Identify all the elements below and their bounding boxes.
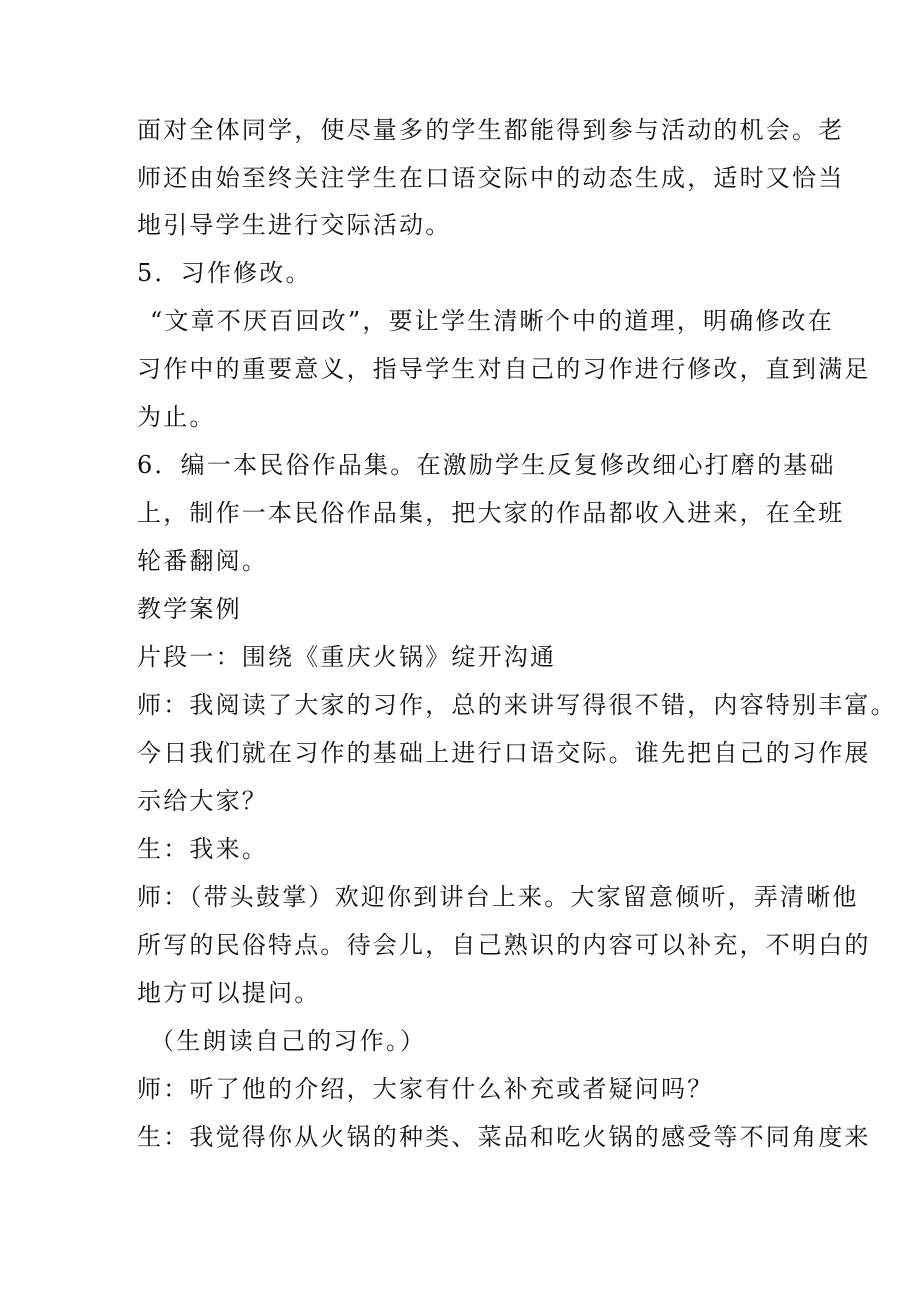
text-line: 上，制作一本民俗作品集，把大家的作品都收入进来，在全班 xyxy=(137,499,845,527)
text-line: 今日我们就在习作的基础上进行口语交际。谁先把自己的习作展 xyxy=(137,739,871,767)
section-heading: 6．编一本民俗作品集。在激励学生反复修改细心打磨的基础 xyxy=(137,451,836,479)
text-line: 为止。 xyxy=(137,403,216,431)
text-line: 所写的民俗特点。待会儿，自己熟识的内容可以补充，不明白的 xyxy=(137,931,871,959)
section-heading: 教学案例 xyxy=(137,595,242,623)
text-line: 生：我来。 xyxy=(137,835,268,863)
text-line: （生朗读自己的习作。） xyxy=(150,1027,427,1055)
text-line: 师：（带头鼓掌）欢迎你到讲台上来。大家留意倾听，弄清晰他 xyxy=(137,883,859,911)
text-line: 轮番翻阅。 xyxy=(137,547,268,575)
text-line: 片段一：围绕《重庆火锅》绽开沟通 xyxy=(137,643,557,671)
section-heading: 5．习作修改。 xyxy=(137,259,312,287)
text-line: 面对全体同学，使尽量多的学生都能得到参与活动的机会。老 xyxy=(137,116,845,144)
text-line: 师：听了他的介绍，大家有什么补充或者疑问吗？ xyxy=(137,1075,714,1103)
text-line: 地方可以提问。 xyxy=(137,979,321,1007)
text-line: 师还由始至终关注学生在口语交际中的动态生成，适时又恰当 xyxy=(137,164,845,192)
text-line: 生：我觉得你从火锅的种类、菜品和吃火锅的感受等不同角度来 xyxy=(137,1123,871,1151)
text-line: 师：我阅读了大家的习作，总的来讲写得很不错，内容特别丰富。 xyxy=(137,691,897,719)
text-line: 示给大家？ xyxy=(137,787,268,815)
text-line: 地引导学生进行交际活动。 xyxy=(137,211,452,239)
text-line: “文章不厌百回改”，要让学生清晰个中的道理，明确修改在 xyxy=(150,307,834,335)
text-line: 习作中的重要意义，指导学生对自己的习作进行修改，直到满足 xyxy=(137,355,871,383)
